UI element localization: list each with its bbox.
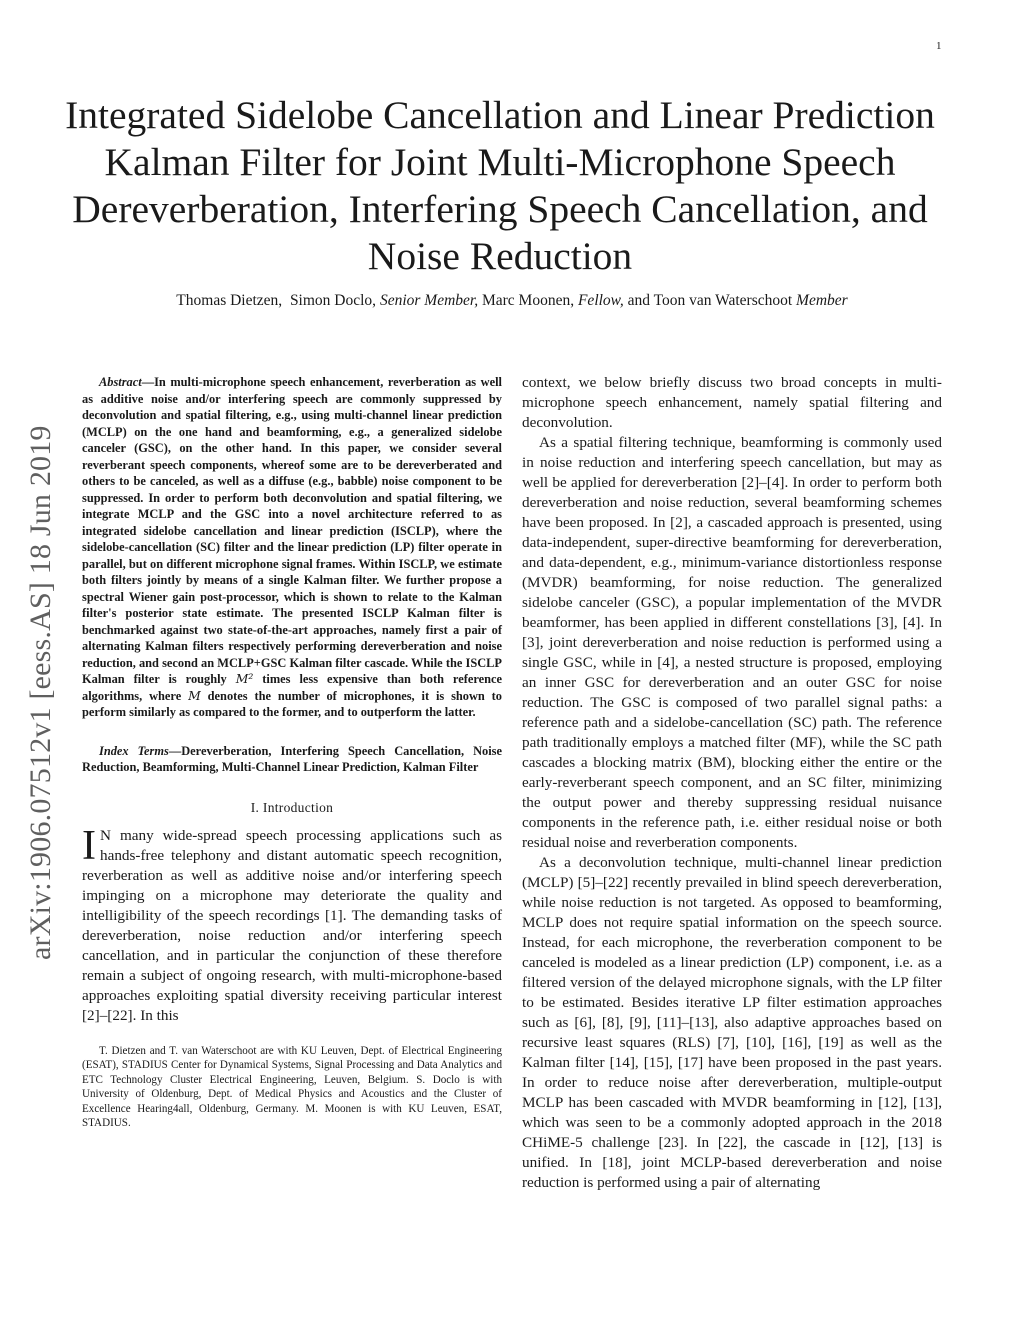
author-role: Fellow, (577, 292, 624, 309)
author-name: Marc Moonen, (481, 292, 575, 309)
abstract (82, 374, 502, 721)
author-name: Thomas Dietzen, (176, 292, 283, 309)
index-terms-text: —Dereverberation, Interfering Speech Cancellation, Noise Reduction, Beamforming, Multi-Channel Linear Prediction, Kalman Filter (82, 743, 502, 774)
paper-title: Integrated Sidelobe Cancellation and Linear Prediction Kalman Filter for Joint Multi-Microphone Speech Dereverberation, Interfering Speech Cancellation, and Noise Reduction (65, 93, 935, 278)
introduction-paragraph (82, 822, 502, 1026)
body-paragraph: As a deconvolution technique, multi-channel linear prediction (MCLP) [5]–[22] recently prevailed in blind speech dereverberation, while noise reduction is not targeted. As opposed to beamforming, MCLP does not require spatial information on the speech source. Instead, for each microphone, the reverberation component to be canceled is modeled as a linear prediction (LP) component, i.e. as a filtered version of the delayed microphone signals, with the LP filter to be estimated. Besides iterative LP filter estimation approaches such as [6], [8], [9], [11]–[13], also adaptive approaches based on recursive least squares (RLS) [7], [10], [16], [19] as well as the Kalman filter [14], [15], [17] have been proposed in the past years. In order to reduce noise after dereverberation, multiple-output MCLP has been cascaded with MVDR beamforming in [12], [13], which was seen to be a commonly adopted approach in the 2018 CHiME-5 challenge [23]. In [22], the cascade in [12], [13] is unified. In [18], joint MCLP-based dereverberation and noise reduction is performed using a pair of alternating (522, 854, 942, 1191)
arxiv-identifier-stamp: arXiv:1906.07512v1 [eess.AS] 18 Jun 2019 (24, 425, 57, 960)
math-symbol: M (188, 687, 201, 703)
author-name: Simon Doclo, (289, 292, 377, 309)
index-terms (82, 743, 502, 776)
abstract-label: Abstract (99, 375, 142, 389)
author-list (60, 290, 964, 312)
index-terms-label: Index Terms (99, 743, 169, 758)
math-symbol: M² (235, 671, 254, 686)
affiliation-footnote: T. Dietzen and T. van Waterschoot are with KU Leuven, Dept. of Electrical Engineering (ESAT), STADIUS Center for Dynamical Systems, Signal Processing and Data Analytics and ETC Technology Cluster Electrical Engineering, Leuven, Belgium. S. Doclo is with University of Oldenburg, Dept. of Medical Physics and Acoustics and the Cluster of Excellence Hearing4all, Oldenburg, Germany. M. Moonen is with KU Leuven, ESAT, STADIUS. (82, 1044, 502, 1130)
body-paragraph: context, we below briefly discuss two broad concepts in multi-microphone speech enhancement, namely spatial filtering and deconvolution. (522, 374, 942, 431)
author-role: Senior Member, (379, 292, 479, 309)
author-role: Member (796, 292, 848, 309)
right-column (522, 373, 942, 1193)
introduction-text: N many wide-spread speech processing applications such as hands-free telephony and distant automatic speech recognition, reverberation as well as additive noise and/or interfering speech impinging on a microphone may deteriorate the quality and intelligibility of the speech recordings [1]. The demanding tasks of dereverberation, noise reduction and/or interfering speech cancellation, and in particular the conjunction of these therefore remain a subject of ongoing research, with multi-microphone-based approaches exploiting spatial diversity receiving particular interest [2]–[22]. In this (82, 826, 502, 1024)
author-name: and Toon van Waterschoot (627, 292, 793, 309)
left-column (82, 374, 502, 1131)
section-heading: I. Introduction (250, 799, 334, 815)
abstract-text: times less expensive than both reference algorithms, where (82, 672, 502, 703)
body-paragraph: As a spatial filtering technique, beamforming is commonly used in noise reduction and interfering speech cancellation, but may as well be applied for dereverberation [2]–[4]. In order to perform both dereverberation and noise reduction, several beamforming schemes have been proposed. In [2], a cascaded approach is presented, using data-independent, super-directive beamforming for dereverberation, and data-dependent, e.g., minimum-variance distortionless response (MVDR) beamforming, for noise reduction. The generalized sidelobe canceler (GSC), a popular implementation of the MVDR beamformer, has been applied in different constellations [3], [4]. In [3], joint dereverberation and noise reduction is performed using a single GSC, while in [4], a nested structure is proposed, employing an inner GSC for dereverberation and an outer GSC for noise reduction. The GSC is composed of two parallel signal paths: a reference path and a sidelobe-cancellation (SC) path. The reference path traditionally employs a matched filter (MF), while the SC path cascades a blocking matrix (BM), blocking either the entire or the early-reverberant speech component, and an SC filter, minimizing the output power and thereby suppressing residual nuisance components in the reference path, i.e. either residual noise or both residual noise and reverberation components. (522, 434, 942, 851)
page-number: 1 (936, 40, 942, 52)
abstract-text: —In multi-microphone speech enhancement, reverberation as well as additive noise and/or interfering speech are commonly suppressed by deconvolution and spatial filtering, e.g., using multi-channel linear prediction (MCLP) on the one hand and beamforming, e.g., a generalized sidelobe canceler (GSC), on the other hand. In this paper, we consider several reverberant speech components, whereof some are to be dereverberated and others to be canceled, as well as a diffuse (e.g., babble) noise component to be suppressed. In order to perform both deconvolution and spatial filtering, we integrate MCLP and the GSC into a novel architecture referred to as integrated sidelobe cancellation and linear prediction (ISCLP), where the sidelobe-cancellation (SC) filter and the linear prediction (LP) filter operate in parallel, but on different microphone signal frames. Within ISCLP, we estimate both filters jointly by means of a single Kalman filter. We further propose a spectral Wiener gain post-processor, which is shown to relate to the Kalman filter's posterior state estimate. The presented ISCLP Kalman filter is benchmarked against two state-of-the-art approaches, namely first a pair of alternating Kalman filters respectively performing dereverberation and noise reduction, and second an MCLP+GSC Kalman filter cascade. While the ISCLP Kalman filter is roughly (82, 375, 502, 686)
drop-cap: I (82, 822, 96, 869)
abstract-text: denotes the number of microphones, it is shown to perform similarly as compared to the former, and to outperform the latter. (82, 688, 502, 719)
